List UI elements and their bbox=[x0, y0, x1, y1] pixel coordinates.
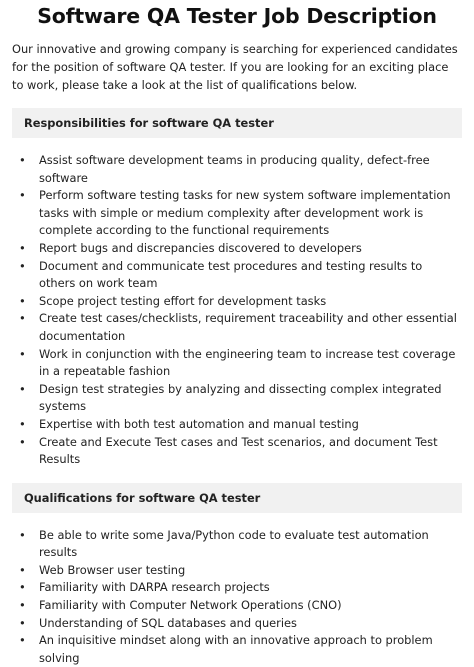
list-item bbox=[19, 381, 462, 416]
list-item bbox=[19, 240, 462, 258]
page-title: Software QA Tester Job Description bbox=[37, 4, 437, 28]
bullet-icon: • bbox=[19, 633, 26, 648]
list-item-text: Work in conjunction with the engineering team to increase test coverage in a repeatable fashion bbox=[39, 346, 456, 379]
qualifications-header: Qualifications for software QA tester bbox=[12, 483, 462, 513]
bullet-icon: • bbox=[19, 416, 26, 431]
bullet-icon: • bbox=[19, 240, 26, 255]
list-item-text: Familiarity with Computer Network Operations (CNO) bbox=[39, 598, 342, 613]
bullet-icon: • bbox=[19, 258, 26, 273]
list-item bbox=[19, 293, 462, 311]
list-item bbox=[19, 527, 462, 562]
list-item bbox=[19, 346, 462, 381]
list-item-text: Document and communicate test procedures and testing results to others on work team bbox=[39, 258, 423, 291]
list-item bbox=[19, 434, 462, 469]
list-item-text: Familiarity with DARPA research projects bbox=[39, 580, 270, 595]
list-item-text: An inquisitive mindset along with an innovative approach to problem solving bbox=[39, 633, 433, 665]
bullet-icon: • bbox=[19, 434, 26, 449]
list-item-text: Expertise with both test automation and manual testing bbox=[39, 416, 359, 431]
list-item bbox=[19, 615, 462, 633]
list-item-text: Create and Execute Test cases and Test scenarios, and document Test Results bbox=[39, 434, 438, 467]
bullet-icon: • bbox=[19, 311, 26, 326]
list-item-text: Scope project testing effort for development tasks bbox=[39, 293, 327, 308]
list-item-text: Understanding of SQL databases and queries bbox=[39, 615, 297, 630]
bullet-icon: • bbox=[19, 598, 26, 613]
qualifications-list bbox=[12, 527, 462, 667]
bullet-icon: • bbox=[19, 293, 26, 308]
list-item bbox=[19, 310, 462, 345]
list-item bbox=[19, 562, 462, 580]
list-item-text: Design test strategies by analyzing and dissecting complex integrated systems bbox=[39, 381, 442, 414]
responsibilities-header: Responsibilities for software QA tester bbox=[12, 108, 462, 138]
list-item-text: Report bugs and discrepancies discovered to developers bbox=[39, 240, 362, 255]
bullet-icon: • bbox=[19, 153, 26, 167]
bullet-icon: • bbox=[19, 615, 26, 630]
list-item-text: Web Browser user testing bbox=[39, 562, 186, 577]
list-item bbox=[19, 632, 462, 667]
bullet-icon: • bbox=[19, 562, 26, 577]
list-item-text: Perform software testing tasks for new system software implementation tasks with simple or medium complexity after development work is complete according to the functional requirements bbox=[39, 188, 451, 238]
bullet-icon: • bbox=[19, 346, 26, 361]
list-item-text: Assist software development teams in producing quality, defect-free software bbox=[39, 153, 430, 185]
bullet-icon: • bbox=[19, 188, 26, 203]
list-item-text: Be able to write some Java/Python code to evaluate test automation results bbox=[39, 527, 429, 560]
list-item bbox=[19, 152, 462, 187]
bullet-icon: • bbox=[19, 527, 26, 542]
intro-paragraph: Our innovative and growing company is searching for experienced candidates for the position of software QA tester. If you are looking for an exciting place to work, please take a look at the list of qualifications below. bbox=[12, 42, 458, 92]
bullet-icon: • bbox=[19, 580, 26, 595]
list-item bbox=[19, 258, 462, 293]
bullet-icon: • bbox=[19, 381, 26, 396]
list-item bbox=[19, 187, 462, 240]
list-item-text: Create test cases/checklists, requirement traceability and other essential documentation bbox=[39, 311, 457, 343]
responsibilities-list bbox=[12, 152, 462, 469]
list-item bbox=[19, 579, 462, 597]
list-item bbox=[19, 416, 462, 434]
